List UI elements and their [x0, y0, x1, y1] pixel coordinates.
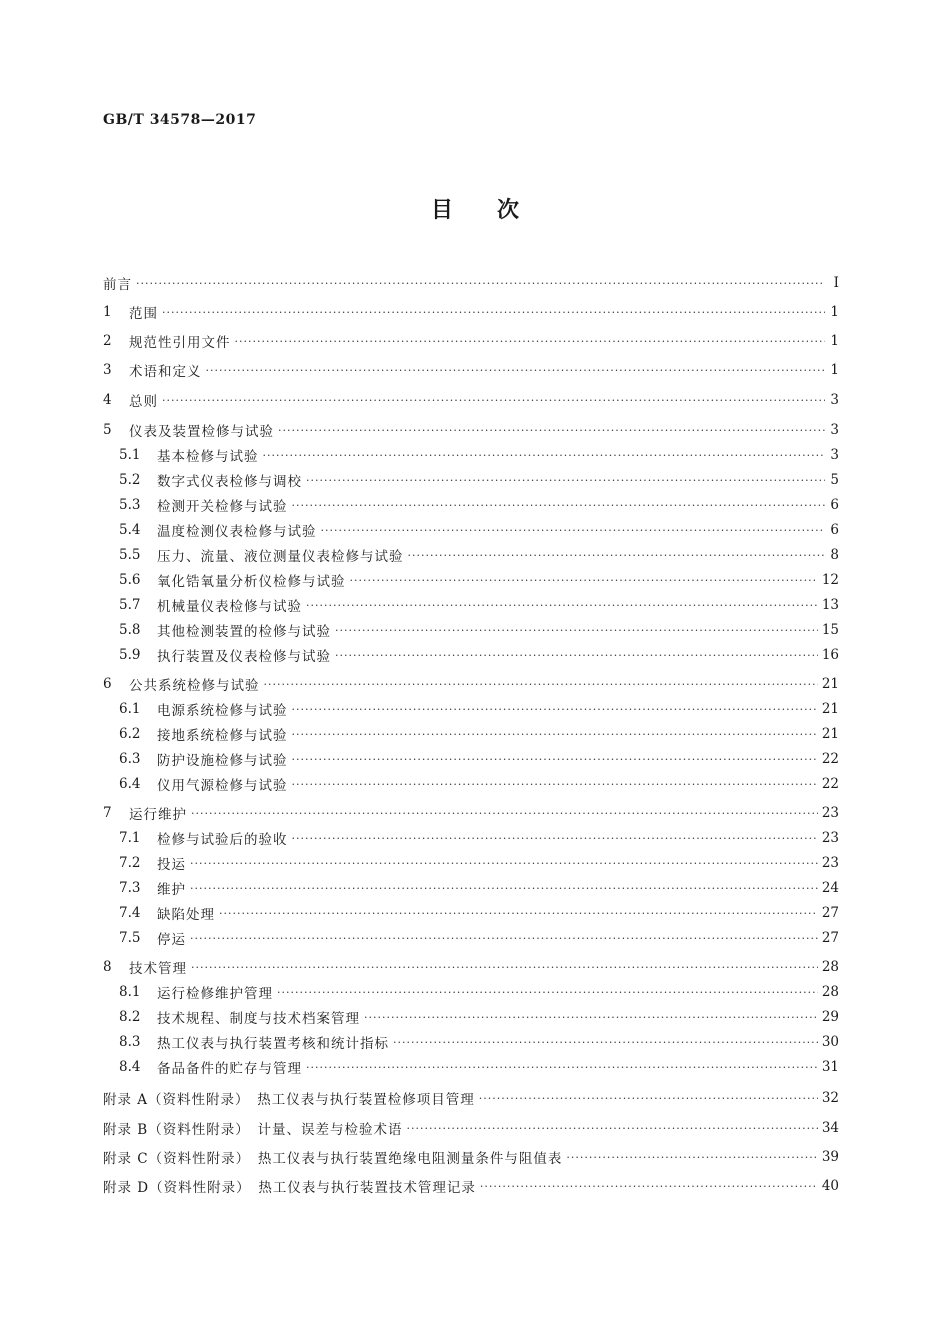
- toc-entry-page: 32: [821, 1090, 839, 1106]
- toc-leader-dots: [408, 549, 826, 562]
- toc-leader-dots: [206, 364, 826, 377]
- toc-leader-dots: [264, 678, 818, 691]
- toc-leader-dots: [292, 778, 818, 791]
- toc-entry-number: 5.6: [119, 572, 141, 588]
- toc-entry-number: 7: [103, 805, 112, 821]
- toc-entry-page: 21: [821, 726, 839, 742]
- toc-leader-dots: [190, 882, 818, 895]
- toc-entry-label: 氧化锆氧量分析仪检修与试验: [157, 574, 346, 590]
- toc-entry-number: 6.2: [119, 726, 141, 742]
- toc-leader-dots: [136, 277, 825, 290]
- toc-entry[interactable]: [103, 696, 839, 722]
- toc-entry-label: 术语和定义: [129, 364, 202, 380]
- toc-leader-dots: [480, 1180, 818, 1193]
- toc-entry-label: 前言: [103, 277, 132, 293]
- toc-leader-dots: [292, 703, 818, 716]
- toc-entry-page: 40: [821, 1178, 839, 1194]
- toc-entry-label: 投运: [157, 857, 186, 873]
- toc-entry[interactable]: [103, 442, 839, 468]
- toc-entry-page: 27: [821, 905, 839, 921]
- toc-leader-dots: [479, 1092, 818, 1105]
- page-title: 目 次: [430, 198, 519, 223]
- toc-leader-dots: [335, 649, 818, 662]
- toc-entry-label: 缺陷处理: [157, 907, 215, 923]
- toc-entry-number: 7.5: [119, 930, 141, 946]
- toc-entry-page: Ⅰ: [833, 275, 839, 291]
- toc-entry-page: 13: [821, 597, 839, 613]
- toc-entry[interactable]: [103, 875, 839, 901]
- toc-entry[interactable]: [103, 1115, 839, 1141]
- toc-entry-label: 仪表及装置检修与试验: [129, 424, 274, 440]
- toc-entry-page: 3: [830, 447, 839, 463]
- toc-entry-page: 28: [821, 984, 839, 1000]
- toc-entry[interactable]: [103, 467, 839, 493]
- toc-leader-dots: [306, 474, 825, 487]
- toc-leader-dots: [191, 961, 818, 974]
- toc-entry-page: 23: [821, 855, 839, 871]
- toc-entry-number: 4: [103, 392, 112, 408]
- toc-entry-number: 7.2: [119, 855, 141, 871]
- toc-entry-page: 1: [830, 304, 839, 320]
- toc-entry-label: 其他检测装置的检修与试验: [157, 624, 331, 640]
- toc-entry-label: 总则: [129, 394, 158, 410]
- toc-entry-number: 5.8: [119, 622, 141, 638]
- toc-entry-number: 5.2: [119, 472, 141, 488]
- toc-entry[interactable]: [103, 617, 839, 643]
- toc-leader-dots: [335, 624, 818, 637]
- toc-entry-page: 12: [821, 572, 839, 588]
- toc-entry-number: 6: [103, 676, 112, 692]
- toc-leader-dots: [364, 1011, 818, 1024]
- toc-entry-number: 8: [103, 959, 112, 975]
- toc-entry-page: 23: [821, 805, 839, 821]
- toc-entry[interactable]: [103, 1085, 839, 1111]
- toc-entry-page: 27: [821, 930, 839, 946]
- toc-leader-dots: [263, 449, 826, 462]
- toc-entry-label: 温度检测仪表检修与试验: [157, 524, 317, 540]
- toc-entry[interactable]: [103, 825, 839, 851]
- toc-entry-label: 基本检修与试验: [157, 449, 259, 465]
- toc-entry-page: 3: [830, 422, 839, 438]
- toc-entry-page: 5: [830, 472, 839, 488]
- toc-entry-label: 技术管理: [129, 961, 187, 977]
- toc-entry-label: 附录 B（资料性附录） 计量、误差与检验术语: [103, 1122, 403, 1138]
- toc-entry-page: 21: [821, 676, 839, 692]
- toc-entry[interactable]: [103, 592, 839, 618]
- toc-entry-label: 数字式仪表检修与调校: [157, 474, 302, 490]
- toc-leader-dots: [350, 574, 818, 587]
- toc-entry-page: 15: [821, 622, 839, 638]
- toc-entry-label: 备品备件的贮存与管理: [157, 1061, 302, 1077]
- toc-entry[interactable]: [103, 771, 839, 797]
- toc-leader-dots: [306, 599, 818, 612]
- toc-entry[interactable]: [103, 567, 839, 593]
- toc-entry-label: 附录 A（资料性附录） 热工仪表与执行装置检修项目管理: [103, 1092, 475, 1108]
- toc-entry-page: 3: [830, 392, 839, 408]
- toc-leader-dots: [162, 394, 825, 407]
- toc-entry[interactable]: [103, 328, 839, 354]
- toc-entry[interactable]: [103, 387, 839, 413]
- toc-entry-number: 5.3: [119, 497, 141, 513]
- toc-entry-label: 范围: [129, 306, 158, 322]
- toc-entry[interactable]: [103, 1004, 839, 1030]
- toc-entry-label: 附录 C（资料性附录） 热工仪表与执行装置绝缘电阻测量条件与阻值表: [103, 1151, 563, 1167]
- toc-leader-dots: [292, 728, 818, 741]
- toc-entry-label: 压力、流量、液位测量仪表检修与试验: [157, 549, 404, 565]
- toc-entry[interactable]: [103, 1029, 839, 1055]
- toc-entry-label: 技术规程、制度与技术档案管理: [157, 1011, 360, 1027]
- toc-entry[interactable]: [103, 357, 839, 383]
- toc-entry-number: 2: [103, 333, 112, 349]
- toc-entry-page: 30: [821, 1034, 839, 1050]
- toc-entry-number: 6.3: [119, 751, 141, 767]
- toc-entry-page: 24: [821, 880, 839, 896]
- toc-entry-label: 防护设施检修与试验: [157, 753, 288, 769]
- toc-entry-page: 1: [830, 362, 839, 378]
- toc-entry[interactable]: [103, 979, 839, 1005]
- toc-entry-number: 5.9: [119, 647, 141, 663]
- toc-leader-dots: [321, 524, 826, 537]
- toc-entry-label: 运行维护: [129, 807, 187, 823]
- toc-entry-label: 公共系统检修与试验: [129, 678, 260, 694]
- toc-entry-page: 39: [821, 1149, 839, 1165]
- toc-entry-page: 21: [821, 701, 839, 717]
- toc-entry-number: 6.1: [119, 701, 141, 717]
- toc-entry[interactable]: [103, 900, 839, 926]
- toc-entry-label: 规范性引用文件: [129, 335, 231, 351]
- toc-entry[interactable]: [103, 517, 839, 543]
- toc-entry-page: 6: [830, 522, 839, 538]
- toc-entry-label: 维护: [157, 882, 186, 898]
- toc-entry-number: 5.5: [119, 547, 141, 563]
- toc-leader-dots: [393, 1036, 818, 1049]
- standard-code: GB/T 34578—2017: [103, 112, 257, 128]
- toc-entry-number: 8.2: [119, 1009, 141, 1025]
- toc-entry-page: 34: [821, 1120, 839, 1136]
- toc-entry-number: 8.3: [119, 1034, 141, 1050]
- toc-entry[interactable]: [103, 746, 839, 772]
- toc-leader-dots: [191, 807, 818, 820]
- toc-leader-dots: [406, 1122, 817, 1135]
- toc-entry-label: 仪用气源检修与试验: [157, 778, 288, 794]
- toc-leader-dots: [278, 424, 825, 437]
- toc-entry[interactable]: [103, 1173, 839, 1199]
- toc-entry-page: 1: [830, 333, 839, 349]
- toc-entry-number: 7.3: [119, 880, 141, 896]
- toc-entry[interactable]: [103, 721, 839, 747]
- toc-entry-page: 29: [821, 1009, 839, 1025]
- toc-entry-label: 运行检修维护管理: [157, 986, 273, 1002]
- toc-entry-number: 8.1: [119, 984, 141, 1000]
- toc-leader-dots: [566, 1151, 817, 1164]
- toc-entry[interactable]: [103, 954, 839, 980]
- toc-leader-dots: [306, 1061, 818, 1074]
- toc-leader-dots: [190, 857, 818, 870]
- toc-entry-label: 执行装置及仪表检修与试验: [157, 649, 331, 665]
- toc-leader-dots: [292, 753, 818, 766]
- toc-entry[interactable]: [103, 492, 839, 518]
- toc-entry[interactable]: [103, 800, 839, 826]
- toc-entry-number: 6.4: [119, 776, 141, 792]
- toc-entry-page: 28: [821, 959, 839, 975]
- toc-entry-number: 3: [103, 362, 112, 378]
- toc-entry-page: 16: [821, 647, 839, 663]
- toc-entry[interactable]: [103, 270, 839, 296]
- toc-entry-label: 检修与试验后的验收: [157, 832, 288, 848]
- toc-entry-number: 8.4: [119, 1059, 141, 1075]
- toc-entry-page: 22: [821, 776, 839, 792]
- toc-leader-dots: [219, 907, 818, 920]
- toc-entry[interactable]: [103, 299, 839, 325]
- toc-entry-number: 5: [103, 422, 112, 438]
- toc-entry-label: 接地系统检修与试验: [157, 728, 288, 744]
- toc-entry-page: 22: [821, 751, 839, 767]
- toc-leader-dots: [277, 986, 818, 999]
- toc-leader-dots: [292, 832, 818, 845]
- toc-entry-label: 附录 D（资料性附录） 热工仪表与执行装置技术管理记录: [103, 1180, 476, 1196]
- toc-entry[interactable]: [103, 542, 839, 568]
- toc-leader-dots: [235, 335, 826, 348]
- toc-entry-label: 热工仪表与执行装置考核和统计指标: [157, 1036, 389, 1052]
- toc-entry[interactable]: [103, 642, 839, 668]
- toc-entry[interactable]: [103, 417, 839, 443]
- toc-entry-label: 机械量仪表检修与试验: [157, 599, 302, 615]
- toc-entry-page: 23: [821, 830, 839, 846]
- toc-leader-dots: [162, 306, 825, 319]
- toc-entry-number: 5.1: [119, 447, 141, 463]
- toc-entry[interactable]: [103, 850, 839, 876]
- toc-entry-page: 6: [830, 497, 839, 513]
- toc-entry[interactable]: [103, 1144, 839, 1170]
- toc-entry-label: 停运: [157, 932, 186, 948]
- toc-entry-number: 5.7: [119, 597, 141, 613]
- toc-leader-dots: [292, 499, 826, 512]
- toc-entry-number: 7.1: [119, 830, 141, 846]
- toc-entry-label: 电源系统检修与试验: [157, 703, 288, 719]
- toc-entry-label: 检测开关检修与试验: [157, 499, 288, 515]
- toc-entry[interactable]: [103, 1054, 839, 1080]
- toc-entry-number: 7.4: [119, 905, 141, 921]
- toc-entry-page: 31: [821, 1059, 839, 1075]
- toc-entry-page: 8: [830, 547, 839, 563]
- toc-entry[interactable]: [103, 925, 839, 951]
- toc-leader-dots: [190, 932, 818, 945]
- toc-entry-number: 1: [103, 304, 112, 320]
- toc-entry-number: 5.4: [119, 522, 141, 538]
- toc-entry[interactable]: [103, 671, 839, 697]
